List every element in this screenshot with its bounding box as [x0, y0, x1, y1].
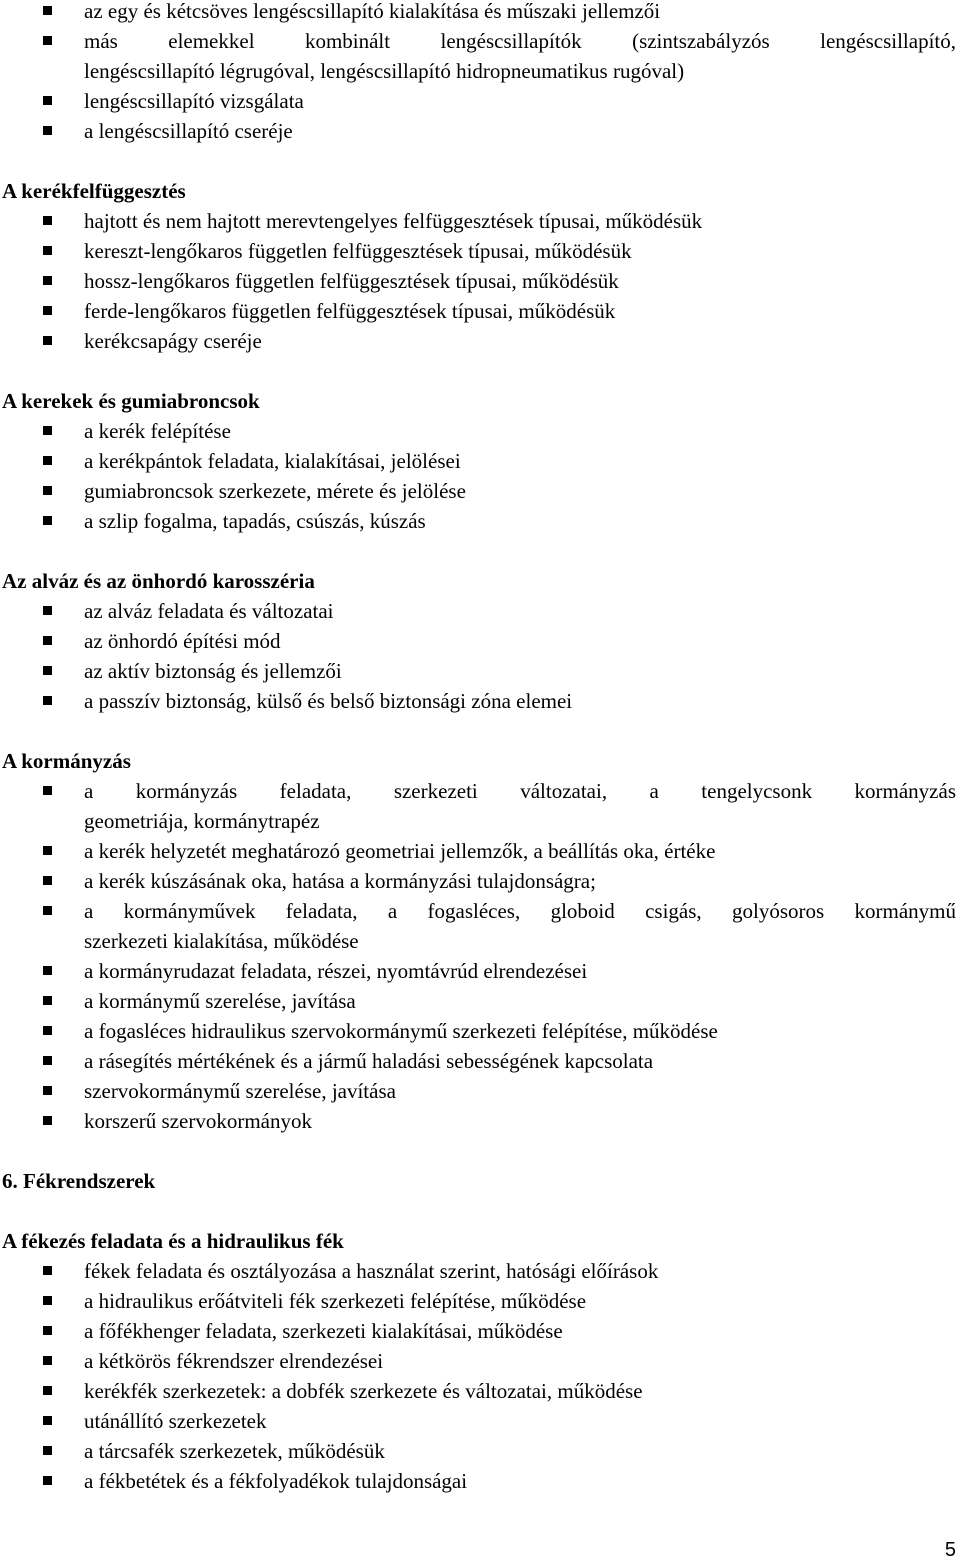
- list-item: [0, 326, 960, 356]
- list-item-continuation: szerkezeti kialakítása, működése: [84, 929, 359, 953]
- square-bullet-icon: [43, 1116, 52, 1125]
- list-item-text: fékek feladata és osztályozása a használat szerint, hatósági előírások: [84, 1259, 659, 1283]
- page-number: 5: [944, 1539, 956, 1561]
- section-heading: A fékezés feladata és a hidraulikus fék: [2, 1229, 344, 1253]
- list-item-text: az egy és kétcsöves lengéscsillapító kialakítása és műszaki jellemzői: [84, 0, 661, 23]
- square-bullet-icon: [43, 606, 52, 615]
- list-item: [0, 1106, 960, 1136]
- square-bullet-icon: [43, 216, 52, 225]
- list-item: [0, 296, 960, 326]
- list-item-text: a kormányművek feladata, a fogasléces, globoid csigás, golyósoros kormánymű: [84, 899, 956, 923]
- square-bullet-icon: [43, 426, 52, 435]
- list-item: [0, 116, 960, 146]
- list-item: [0, 626, 960, 656]
- section-heading: Az alváz és az önhordó karosszéria: [2, 569, 315, 593]
- list-item-text: a kormányrudazat feladata, részei, nyomtávrúd elrendezései: [84, 959, 588, 983]
- list-item: [0, 0, 960, 26]
- list-item-text: hossz-lengőkaros független felfüggesztések típusai, működésük: [84, 269, 619, 293]
- list-item: [0, 206, 960, 236]
- list-item-text: a kerékpántok feladata, kialakításai, jelölései: [84, 449, 461, 473]
- list-item-text: a kormányzás feladata, szerkezeti változatai, a tengelycsonk kormányzás: [84, 779, 956, 803]
- list-item-text: korszerű szervokormányok: [84, 1109, 313, 1133]
- square-bullet-icon: [43, 516, 52, 525]
- list-item-text: a hidraulikus erőátviteli fék szerkezeti felépítése, működése: [84, 1289, 587, 1313]
- square-bullet-icon: [43, 126, 52, 135]
- list-item-text: utánállító szerkezetek: [84, 1409, 267, 1433]
- blank-line: [0, 1196, 960, 1226]
- list-item-text: a kerék felépítése: [84, 419, 231, 443]
- section-heading: A kerékfelfüggesztés: [2, 179, 186, 203]
- list-item-text: kerékfék szerkezetek: a dobfék szerkezete és változatai, működése: [84, 1379, 643, 1403]
- section-heading: A kerekek és gumiabroncsok: [2, 389, 260, 413]
- list-item: [0, 596, 960, 626]
- list-item: [0, 1466, 960, 1496]
- list-item-text: gumiabroncsok szerkezete, mérete és jelölése: [84, 479, 466, 503]
- square-bullet-icon: [43, 1056, 52, 1065]
- list-item-text: az aktív biztonság és jellemzői: [84, 659, 342, 683]
- square-bullet-icon: [43, 306, 52, 315]
- list-item: [0, 236, 960, 266]
- square-bullet-icon: [43, 1326, 52, 1335]
- square-bullet-icon: [43, 276, 52, 285]
- square-bullet-icon: [43, 36, 52, 45]
- list-item: [0, 1286, 960, 1316]
- square-bullet-icon: [43, 1296, 52, 1305]
- list-item: [0, 1256, 960, 1286]
- list-item-text: a rásegítés mértékének és a jármű haladási sebességének kapcsolata: [84, 1049, 654, 1073]
- list-item: [0, 266, 960, 296]
- square-bullet-icon: [43, 1356, 52, 1365]
- list-item: [0, 1016, 960, 1046]
- list-item-text: a passzív biztonság, külső és belső biztonsági zóna elemei: [84, 689, 573, 713]
- list-item: [0, 446, 960, 476]
- list-item-continuation: geometriája, kormánytrapéz: [84, 809, 320, 833]
- list-item-text: a szlip fogalma, tapadás, csúszás, kúszás: [84, 509, 426, 533]
- list-item: [0, 1406, 960, 1436]
- section-heading: 6. Fékrendszerek: [2, 1169, 156, 1193]
- list-item: [0, 476, 960, 506]
- square-bullet-icon: [43, 1086, 52, 1095]
- list-item: [0, 686, 960, 716]
- blank-line: [0, 146, 960, 176]
- square-bullet-icon: [43, 96, 52, 105]
- square-bullet-icon: [43, 1266, 52, 1275]
- list-item: [0, 416, 960, 446]
- list-item-text: szervokormánymű szerelése, javítása: [84, 1079, 396, 1103]
- list-item-text: kereszt-lengőkaros független felfüggesztések típusai, működésük: [84, 239, 632, 263]
- list-item: [0, 1316, 960, 1346]
- square-bullet-icon: [43, 1476, 52, 1485]
- square-bullet-icon: [43, 906, 52, 915]
- square-bullet-icon: [43, 6, 52, 15]
- blank-line: [0, 536, 960, 566]
- square-bullet-icon: [43, 246, 52, 255]
- list-item: [0, 86, 960, 116]
- blank-line: [0, 716, 960, 746]
- square-bullet-icon: [43, 966, 52, 975]
- list-item: [0, 866, 960, 896]
- list-item-text: a fogasléces hidraulikus szervokormánymű szerkezeti felépítése, működése: [84, 1019, 718, 1043]
- list-item: [0, 1376, 960, 1406]
- square-bullet-icon: [43, 336, 52, 345]
- list-item: [0, 836, 960, 866]
- list-item: [0, 986, 960, 1016]
- list-item-continuation: lengéscsillapító légrugóval, lengéscsillapító hidropneumatikus rugóval): [84, 59, 685, 83]
- square-bullet-icon: [43, 996, 52, 1005]
- list-item-text: hajtott és nem hajtott merevtengelyes felfüggesztések típusai, működésük: [84, 209, 703, 233]
- list-item: [0, 776, 960, 806]
- list-item-text: a kormánymű szerelése, javítása: [84, 989, 356, 1013]
- list-item: [0, 1436, 960, 1466]
- list-item-text: a kerék kúszásának oka, hatása a kormányzási tulajdonságra;: [84, 869, 596, 893]
- square-bullet-icon: [43, 1416, 52, 1425]
- list-item-text: a kétkörös fékrendszer elrendezései: [84, 1349, 384, 1373]
- list-item: [0, 506, 960, 536]
- square-bullet-icon: [43, 876, 52, 885]
- list-item-text: a főfékhenger feladata, szerkezeti kialakításai, működése: [84, 1319, 563, 1343]
- list-item-text: a lengéscsillapító cseréje: [84, 119, 293, 143]
- list-item-text: az önhordó építési mód: [84, 629, 281, 653]
- blank-line: [0, 1136, 960, 1166]
- list-item-text: a kerék helyzetét meghatározó geometriai jellemzők, a beállítás oka, értéke: [84, 839, 716, 863]
- square-bullet-icon: [43, 846, 52, 855]
- square-bullet-icon: [43, 1446, 52, 1455]
- list-item-text: más elemekkel kombinált lengéscsillapítók (szintszabályzós lengéscsillapító,: [84, 29, 956, 53]
- list-item: [0, 1046, 960, 1076]
- square-bullet-icon: [43, 786, 52, 795]
- list-item: [0, 656, 960, 686]
- square-bullet-icon: [43, 456, 52, 465]
- list-item: [0, 26, 960, 56]
- list-item-text: a fékbetétek és a fékfolyadékok tulajdonságai: [84, 1469, 468, 1493]
- list-item: [0, 1346, 960, 1376]
- list-item: [0, 1076, 960, 1106]
- list-item-text: az alváz feladata és változatai: [84, 599, 334, 623]
- list-item-text: ferde-lengőkaros független felfüggesztések típusai, működésük: [84, 299, 616, 323]
- square-bullet-icon: [43, 486, 52, 495]
- list-item-text: a tárcsafék szerkezetek, működésük: [84, 1439, 385, 1463]
- section-heading: A kormányzás: [2, 749, 131, 773]
- square-bullet-icon: [43, 636, 52, 645]
- list-item-text: lengéscsillapító vizsgálata: [84, 89, 304, 113]
- list-item-text: kerékcsapágy cseréje: [84, 329, 262, 353]
- square-bullet-icon: [43, 1026, 52, 1035]
- square-bullet-icon: [43, 666, 52, 675]
- list-item: [0, 896, 960, 926]
- square-bullet-icon: [43, 696, 52, 705]
- blank-line: [0, 356, 960, 386]
- square-bullet-icon: [43, 1386, 52, 1395]
- list-item: [0, 956, 960, 986]
